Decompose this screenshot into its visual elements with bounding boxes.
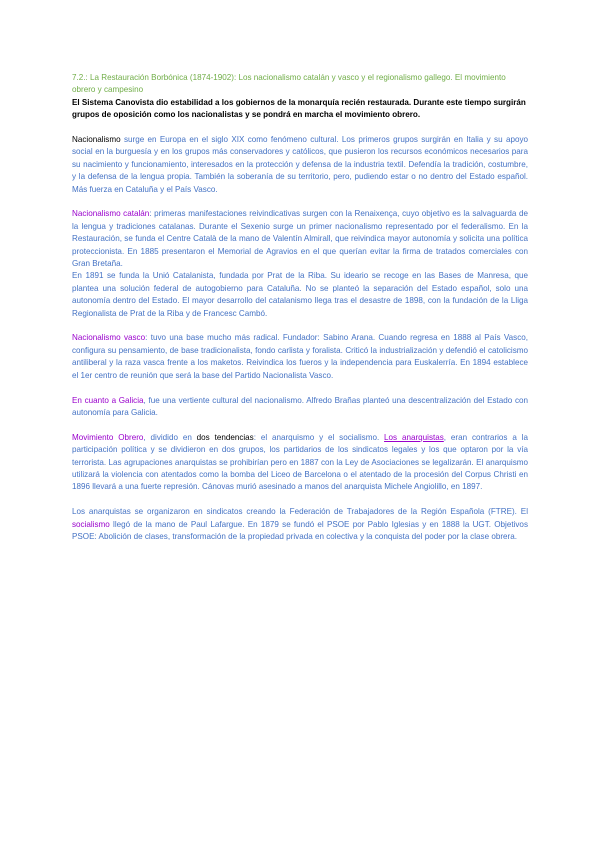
catalan-text-1: : primeras manifestaciones reivindicativas surgen con la Renaixença, cuyo objetivo es la salvaguarda de la lengua y tradiciones catalanas. Durante el Sexenio surge un primer nacionalismo representado por el federalismo. En la Restauración, se funda el Centre Català de la mano de Valentín Almirall, que reivindica mayor autonomía y solicita una política proteccionista. En 1885 presentaron el Memorial de Agravios en el que querían evitar la firma de tratados comerciales con Gran Bretaña. bbox=[72, 209, 529, 269]
catalan-paragraph bbox=[72, 208, 528, 270]
vasco-paragraph bbox=[72, 332, 528, 382]
term-los-anarquistas: Los anarquistas bbox=[384, 432, 444, 442]
term-socialismo: socialismo bbox=[72, 519, 110, 529]
galicia-text: , fue una vertiente cultural del nacionalismo. Alfredo Brañas planteó una descentralización del Estado con autonomía para Galicia. bbox=[72, 395, 528, 417]
term-nacionalismo-vasco: Nacionalismo vasco bbox=[72, 333, 146, 343]
nacionalismo-text: surge en Europa en el siglo XIX como fenómeno cultural. Los primeros grupos surgirán en Italia y su apoyo social en la burguesía y en los grupos más conservadores y católicos, que pusieron los recursos económicos necesarios para su nacimiento y funcionamiento, interesados en la protección y defensa de la industria textil. Defendía la tradición, costumbre, y la defensa de la lengua propia. También la soberanía de su territorio, pero, pudiendo estar o no dentro del Estado español. Más fuerza en Cataluña y el País Vasco. bbox=[72, 135, 528, 194]
term-nacionalismo: Nacionalismo bbox=[72, 135, 121, 145]
obrero-paragraph bbox=[72, 432, 528, 494]
intro-paragraph: El Sistema Canovista dio estabilidad a los gobiernos de la monarquía recién restaurada. Durante este tiempo surgirán grupos de oposición como los nacionalistas y se pondrá en marcha el movimiento obrero. bbox=[72, 97, 526, 120]
galicia-paragraph bbox=[72, 395, 528, 420]
final-text-1: Los anarquistas se organizaron en sindicatos creando la Federación de Trabajadores de la Región Española (FTRE). El bbox=[72, 507, 528, 517]
final-text-2: llegó de la mano de Paul Lafargue. En 1879 se fundó el PSOE por Pablo Iglesias y en 1888 la UGT. Objetivos PSOE: Abolición de clases, transformación de la propiedad privada en colectiva y la conquista del poder por la clase obrera. bbox=[72, 519, 528, 541]
term-nacionalismo-catalan: Nacionalismo catalán bbox=[72, 209, 150, 219]
section-title: 7.2.: La Restauración Borbónica (1874-1902): Los nacionalismo catalán y vasco y el regionalismo gallego. El movimiento obrero y campesino bbox=[72, 73, 506, 95]
obrero-text-3: , eran contrarios a la participación política y se dividieron en dos grupos, los partidarios de los sindicatos legales y los que optaron por la vía terrorista. Las agrupaciones anarquistas se prohibirían pero en 1887 con la Ley de Asociaciones se legalizarán. El anarquismo utilizará la violencia con atentados como la bomba del Liceo de Barcelona o el atentado de la procesión del Corpus Christi en 1896 llevará a una fuerte represión. Cánovas murió asesinado a manos del anarquista Michele Angiolillo, en 1897. bbox=[72, 432, 528, 492]
term-dos-tendencias: dos tendencias bbox=[196, 432, 254, 442]
obrero-text-1: , dividido en bbox=[143, 432, 197, 442]
document-page bbox=[72, 72, 528, 556]
catalan-paragraph-2: En 1891 se funda la Unió Catalanista, fundada por Prat de la Riba. Su ideario se recoge en las Bases de Manresa, que plantea una solución federal de autogobierno para Cataluña. No se planteó la separación del Estado español, solo una autonomía dentro del Estado. El mayor desarrollo del catalanismo llega tras el desastre de 1898, con la fundación de la Lliga Regionalista de Prat de la Riba y de Francesc Cambó. bbox=[72, 271, 528, 318]
nacionalismo-paragraph bbox=[72, 134, 528, 196]
obrero-text-2: : el anarquismo y el socialismo. bbox=[253, 432, 385, 442]
galicia-lead: En cuanto a bbox=[72, 395, 119, 405]
term-galicia: Galicia bbox=[118, 395, 144, 405]
vasco-text: : tuvo una base mucho más radical. Fundador: Sabino Arana. Cuando regresa en 1888 al País Vasco, configura su pensamiento, de base tradicionalista, fondo carlista y foralista. Criticó la industrialización y defendió el catolicismo antiliberal y la raza vasca frente a los maketos. Reivindica los fueros y la independencia para Euskalerría. En 1894 establece el 1er centro de reunión que será la base del Partido Nacionalista Vasco. bbox=[72, 333, 528, 380]
term-movimiento-obrero: Movimiento Obrero bbox=[72, 432, 144, 442]
final-paragraph bbox=[72, 506, 528, 543]
